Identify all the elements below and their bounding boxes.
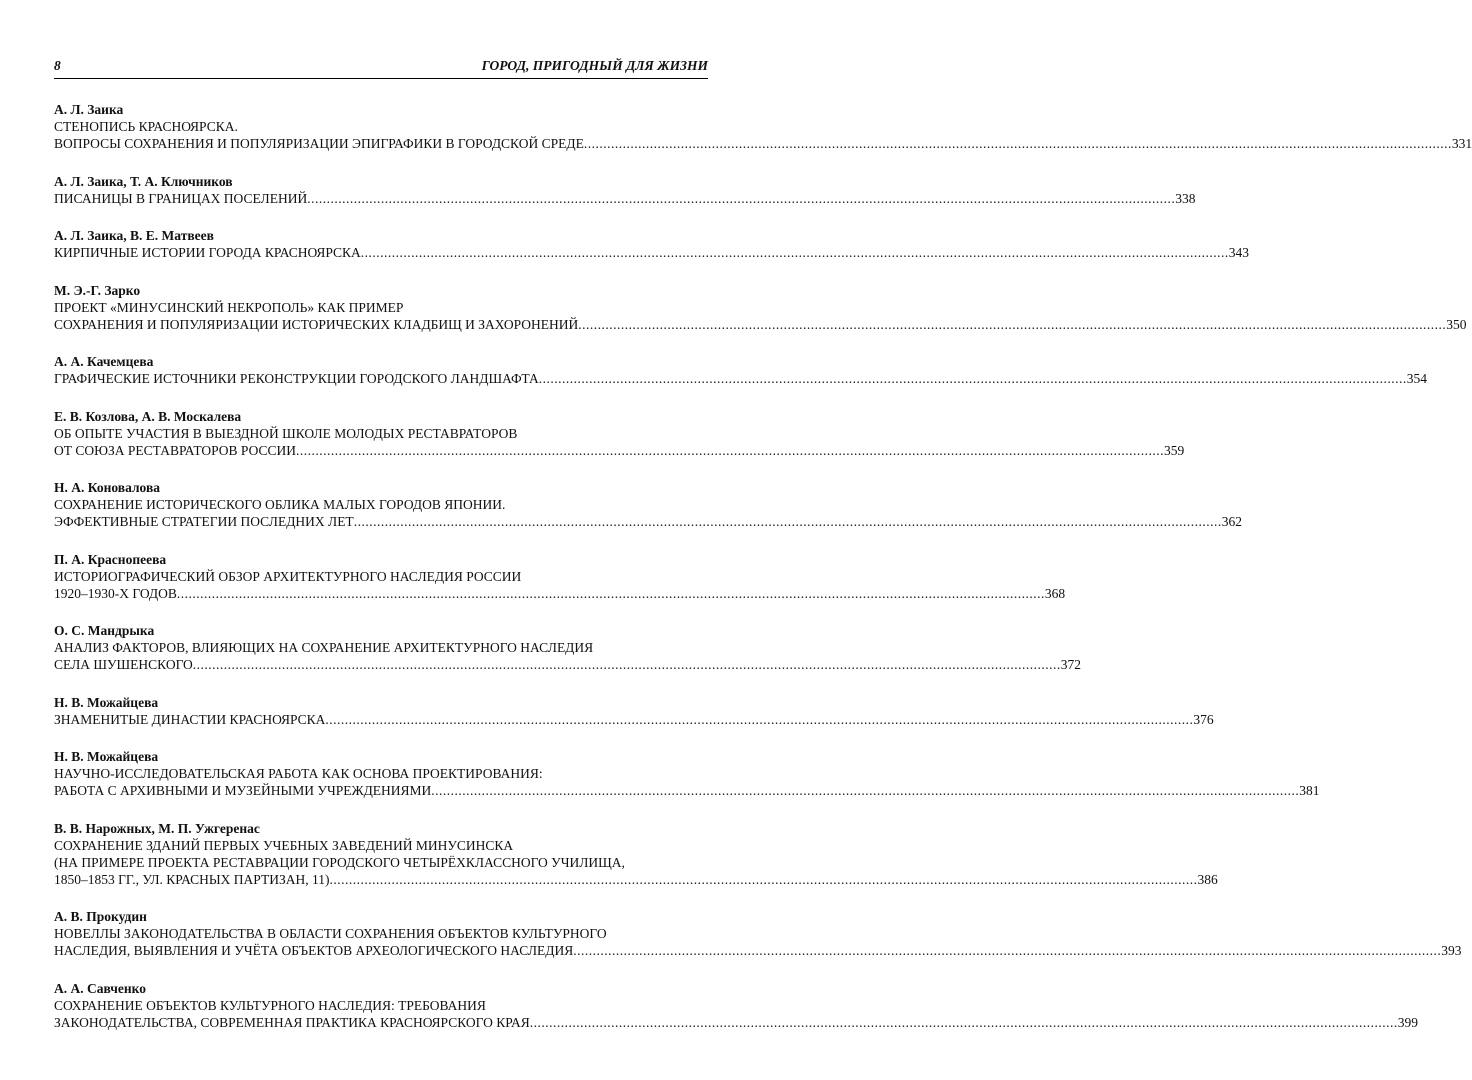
dot-leader	[530, 1014, 1398, 1031]
dot-leader	[193, 656, 1061, 673]
entry-title-line: НАСЛЕДИЯ, ВЫЯВЛЕНИЯ И УЧЁТА ОБЪЕКТОВ АРХЕОЛОГИЧЕСКОГО НАСЛЕДИЯ	[54, 943, 574, 958]
entry-page-number: 359	[1164, 442, 1185, 458]
entry-page-number: 343	[1228, 245, 1250, 260]
entry-last-line	[54, 370, 1427, 387]
entry-title-line: ОТ СОЮЗА РЕСТАВРАТОРОВ РОССИИ	[54, 442, 297, 458]
dot-leader	[578, 316, 1446, 333]
entry-title-line: ЗНАМЕНИТЫЕ ДИНАСТИИ КРАСНОЯРСКА	[54, 711, 326, 727]
dot-leader	[354, 513, 1222, 530]
entry-page-number: 350	[1446, 316, 1467, 332]
entry-title-line: СЕЛА ШУШЕНСКОГО	[54, 657, 193, 672]
dot-leader	[573, 942, 1441, 959]
entry-author: В. В. Нарожных, М. П. Ужгеренас	[54, 820, 260, 836]
entry-title-line: РАБОТА С АРХИВНЫМИ И МУЗЕЙНЫМИ УЧРЕЖДЕНИЯМИ	[54, 783, 432, 798]
toc-entry	[54, 820, 1218, 888]
entry-title-line: СТЕНОПИСЬ КРАСНОЯРСКА.	[54, 119, 238, 134]
dot-leader	[296, 442, 1164, 459]
entry-author: А. А. Качемцева	[54, 354, 154, 369]
toc-entry	[54, 227, 1250, 261]
entry-last-line	[54, 1014, 1418, 1031]
dot-leader	[307, 190, 1175, 207]
entry-last-line	[54, 135, 1472, 152]
dot-leader	[539, 370, 1407, 387]
entry-title-line: ЗАКОНОДАТЕЛЬСТВА, СОВРЕМЕННАЯ ПРАКТИКА КРАСНОЯРСКОГО КРАЯ	[54, 1014, 530, 1030]
entry-last-line	[54, 711, 1214, 728]
toc-entry	[54, 479, 1242, 530]
entry-title-line: ИСТОРИОГРАФИЧЕСКИЙ ОБЗОР АРХИТЕКТУРНОГО НАСЛЕДИЯ РОССИИ	[54, 568, 522, 584]
entry-last-line	[54, 782, 1320, 799]
entry-page-number: 399	[1397, 1014, 1418, 1030]
entry-author: Н. В. Можайцева	[54, 694, 159, 710]
entry-last-line	[54, 871, 1218, 888]
entry-last-line	[54, 190, 1196, 207]
entry-last-line	[54, 513, 1242, 530]
dot-leader	[361, 244, 1229, 261]
entry-page-number: 376	[1193, 711, 1214, 727]
entry-title-line: ЭФФЕКТИВНЫЕ СТРАТЕГИИ ПОСЛЕДНИХ ЛЕТ	[54, 514, 354, 529]
toc-entry	[54, 622, 1082, 673]
dot-leader	[325, 711, 1193, 728]
toc-entry	[54, 908, 1462, 959]
entry-author: Е. В. Козлова, А. В. Москалева	[54, 408, 242, 424]
entry-title-line: СОХРАНЕНИЕ ЗДАНИЙ ПЕРВЫХ УЧЕБНЫХ ЗАВЕДЕНИЙ МИНУСИНСКА	[54, 837, 514, 853]
entry-title-line: АНАЛИЗ ФАКТОРОВ, ВЛИЯЮЩИХ НА СОХРАНЕНИЕ АРХИТЕКТУРНОГО НАСЛЕДИЯ	[54, 640, 594, 655]
entry-last-line	[54, 442, 1185, 459]
entry-page-number: 338	[1175, 190, 1196, 206]
toc-entry	[54, 408, 1185, 459]
entry-title-line: 1920–1930-Х ГОДОВ	[54, 585, 177, 601]
entry-last-line	[54, 656, 1082, 673]
entry-last-line	[54, 316, 1467, 333]
page-number: 8	[54, 58, 61, 73]
entry-author: А. Л. Заика	[54, 102, 124, 117]
entry-title-line: ПРОЕКТ «МИНУСИНСКИЙ НЕКРОПОЛЬ» КАК ПРИМЕР	[54, 299, 404, 315]
entry-page-number: 354	[1406, 371, 1427, 386]
toc-entry	[54, 748, 1320, 799]
entry-title-line: (НА ПРИМЕРЕ ПРОЕКТА РЕСТАВРАЦИИ ГОРОДСКОГО ЧЕТЫРЁХКЛАССНОГО УЧИЛИЩА,	[54, 854, 625, 870]
entry-page-number: 368	[1044, 585, 1066, 601]
entry-last-line	[54, 942, 1462, 959]
toc-entry	[54, 353, 1427, 387]
running-header	[54, 58, 708, 79]
entry-title-line: ВОПРОСЫ СОХРАНЕНИЯ И ПОПУЛЯРИЗАЦИИ ЭПИГРАФИКИ В ГОРОДСКОЙ СРЕДЕ	[54, 136, 584, 151]
toc-entries	[54, 101, 1472, 1031]
toc-entry	[54, 282, 1467, 333]
entry-title-line: НАУЧНО-ИССЛЕДОВАТЕЛЬСКАЯ РАБОТА КАК ОСНОВА ПРОЕКТИРОВАНИЯ:	[54, 766, 543, 781]
toc-entry	[54, 980, 1418, 1031]
entry-title-line: КИРПИЧНЫЕ ИСТОРИИ ГОРОДА КРАСНОЯРСКА	[54, 245, 361, 260]
dot-leader	[584, 135, 1452, 152]
entry-title-line: СОХРАНЕНИЕ ОБЪЕКТОВ КУЛЬТУРНОГО НАСЛЕДИЯ: ТРЕБОВАНИЯ	[54, 997, 486, 1013]
entry-title-line: СОХРАНЕНИЕ ИСТОРИЧЕСКОГО ОБЛИКА МАЛЫХ ГОРОДОВ ЯПОНИИ.	[54, 497, 506, 512]
dot-leader	[431, 782, 1299, 799]
toc-entry	[54, 173, 1196, 207]
toc-entry	[54, 551, 1066, 602]
entry-title-line: 1850–1853 ГГ., УЛ. КРАСНЫХ ПАРТИЗАН, 11)	[54, 871, 330, 887]
toc-entry	[54, 694, 1214, 728]
entry-author: М. Э.-Г. Зарко	[54, 282, 141, 298]
dot-leader	[177, 585, 1045, 602]
entry-author: А. Л. Заика, Т. А. Ключников	[54, 173, 233, 189]
entry-page-number: 372	[1060, 657, 1082, 672]
entry-last-line	[54, 244, 1250, 261]
entry-title-line: ПИСАНИЦЫ В ГРАНИЦАХ ПОСЕЛЕНИЙ	[54, 190, 308, 206]
entry-title-line: НОВЕЛЛЫ ЗАКОНОДАТЕЛЬСТВА В ОБЛАСТИ СОХРАНЕНИЯ ОБЪЕКТОВ КУЛЬТУРНОГО	[54, 926, 607, 941]
entry-title-line: СОХРАНЕНИЯ И ПОПУЛЯРИЗАЦИИ ИСТОРИЧЕСКИХ КЛАДБИЩ И ЗАХОРОНЕНИЙ	[54, 316, 579, 332]
entry-author: О. С. Мандрыка	[54, 623, 155, 638]
entry-page-number: 393	[1441, 943, 1462, 958]
entry-author: А. А. Савченко	[54, 980, 147, 996]
entry-author: А. Л. Заика, В. Е. Матвеев	[54, 228, 214, 243]
toc-entry	[54, 101, 1472, 152]
entry-author: Н. В. Можайцева	[54, 749, 159, 764]
entry-page-number: 362	[1221, 514, 1242, 529]
running-title: ГОРОД, ПРИГОДНЫЙ ДЛЯ ЖИЗНИ	[481, 58, 708, 73]
entry-title-line: ОБ ОПЫТЕ УЧАСТИЯ В ВЫЕЗДНОЙ ШКОЛЕ МОЛОДЫХ РЕСТАВРАТОРОВ	[54, 425, 518, 441]
entry-author: П. А. Краснопеева	[54, 551, 167, 567]
dot-leader	[329, 871, 1197, 888]
entry-page-number: 381	[1299, 783, 1320, 798]
toc-page	[54, 58, 1472, 1051]
entry-page-number: 331	[1451, 136, 1472, 151]
entry-page-number: 386	[1197, 871, 1218, 887]
entry-author: А. В. Прокудин	[54, 909, 147, 924]
entry-title-line: ГРАФИЧЕСКИЕ ИСТОЧНИКИ РЕКОНСТРУКЦИИ ГОРОДСКОГО ЛАНДШАФТА	[54, 371, 539, 386]
entry-author: Н. А. Коновалова	[54, 480, 160, 495]
entry-last-line	[54, 585, 1066, 602]
